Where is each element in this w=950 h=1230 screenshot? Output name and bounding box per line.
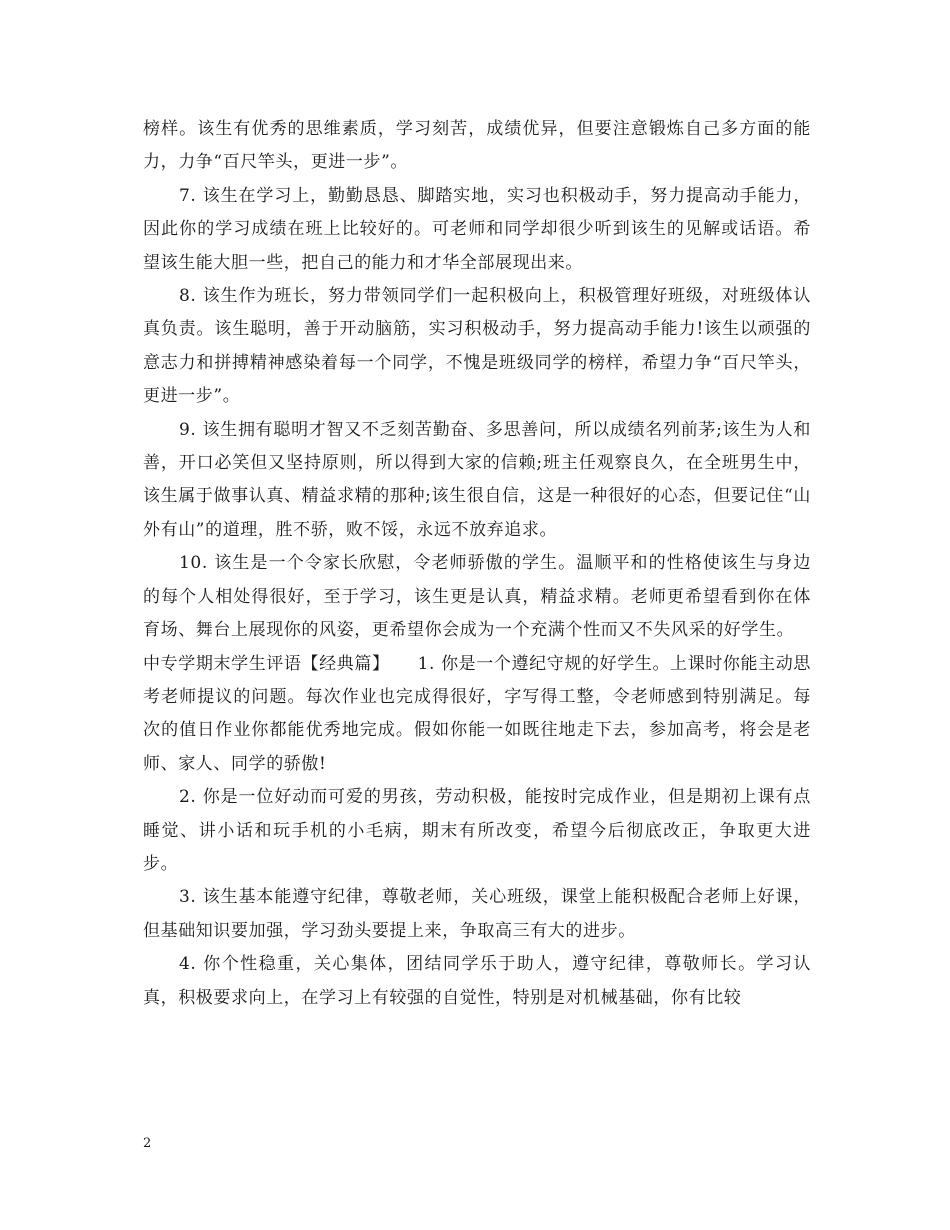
page-number: 2 <box>143 1136 152 1151</box>
section-item-1-text: 1. 你是一个遵纪守规的好学生。上课时你能主动思考老师提议的问题。每次作业也完成得很好，字写得工整，令老师感到特别满足。每次的值日作业你都能优秀地完成。假如你能一如既往地走下去，参加高考，将会是老师、家人、同学的骄傲! <box>143 653 811 774</box>
paragraph-item-8: 8. 该生作为班长，努力带领同学们一起积极向上，积极管理好班级，对班级体认真负责。该生聪明，善于开动脑筋，实习积极动手，努力提高动手能力!该生以顽强的意志力和拼搏精神感染着每一个同学，不愧是班级同学的榜样，希望力争“百尺竿头，更进一步”。 <box>143 286 811 407</box>
section-paragraph-item-2: 2. 你是一位好动而可爱的男孩，劳动积极，能按时完成作业，但是期初上课有点睡觉、讲小话和玩手机的小毛病，期末有所改变，希望今后彻底改正，争取更大进步。 <box>143 787 811 874</box>
paragraph-item-7: 7. 该生在学习上，勤勤恳恳、脚踏实地，实习也积极动手，努力提高动手能力，因此你的学习成绩在班上比较好的。可老师和同学却很少听到该生的见解或话语。希望该生能大胆一些，把自己的能力和才华全部展现出来。 <box>143 185 811 273</box>
section-paragraph-item-3: 3. 该生基本能遵守纪律，尊敬老师，关心班级，课堂上能积极配合老师上好课，但基础知识要加强，学习劲头要提上来，争取高三有大的进步。 <box>143 887 811 941</box>
section-title: 中专学期末学生评语【经典篇】 <box>143 653 390 674</box>
paragraph-item-9: 9. 该生拥有聪明才智又不乏刻苦勤奋、多思善问，所以成绩名列前茅;该生为人和善，开口必笑但又坚持原则，所以得到大家的信赖;班主任观察良久，在全班男生中，该生属于做事认真、精益求精的那种;该生很自信，这是一种很好的心态，但要记住“山外有山”的道理，胜不骄，败不馁，永远不放弃追求。 <box>143 419 811 540</box>
document-body <box>143 113 811 1015</box>
paragraph-continued: 榜样。该生有优秀的思维素质，学习刻苦，成绩优异，但要注意锻炼自己多方面的能力，力争“百尺竿头，更进一步”。 <box>143 119 811 173</box>
section-paragraph-item-4: 4. 你个性稳重，关心集体，团结同学乐于助人，遵守纪律，尊敬师长。学习认真，积极要求向上，在学习上有较强的自觉性，特别是对机械基础，你有比较 <box>143 954 811 1008</box>
section-paragraph-item-1 <box>143 648 811 782</box>
paragraph-item-10: 10. 该生是一个令家长欣慰，令老师骄傲的学生。温顺平和的性格使该生与身边的每个人相处得很好，至于学习，该生更是认真，精益求精。老师更希望看到你在体育场、舞台上展现你的风姿，更希望你会成为一个充满个性而又不失风采的好学生。 <box>143 553 811 641</box>
